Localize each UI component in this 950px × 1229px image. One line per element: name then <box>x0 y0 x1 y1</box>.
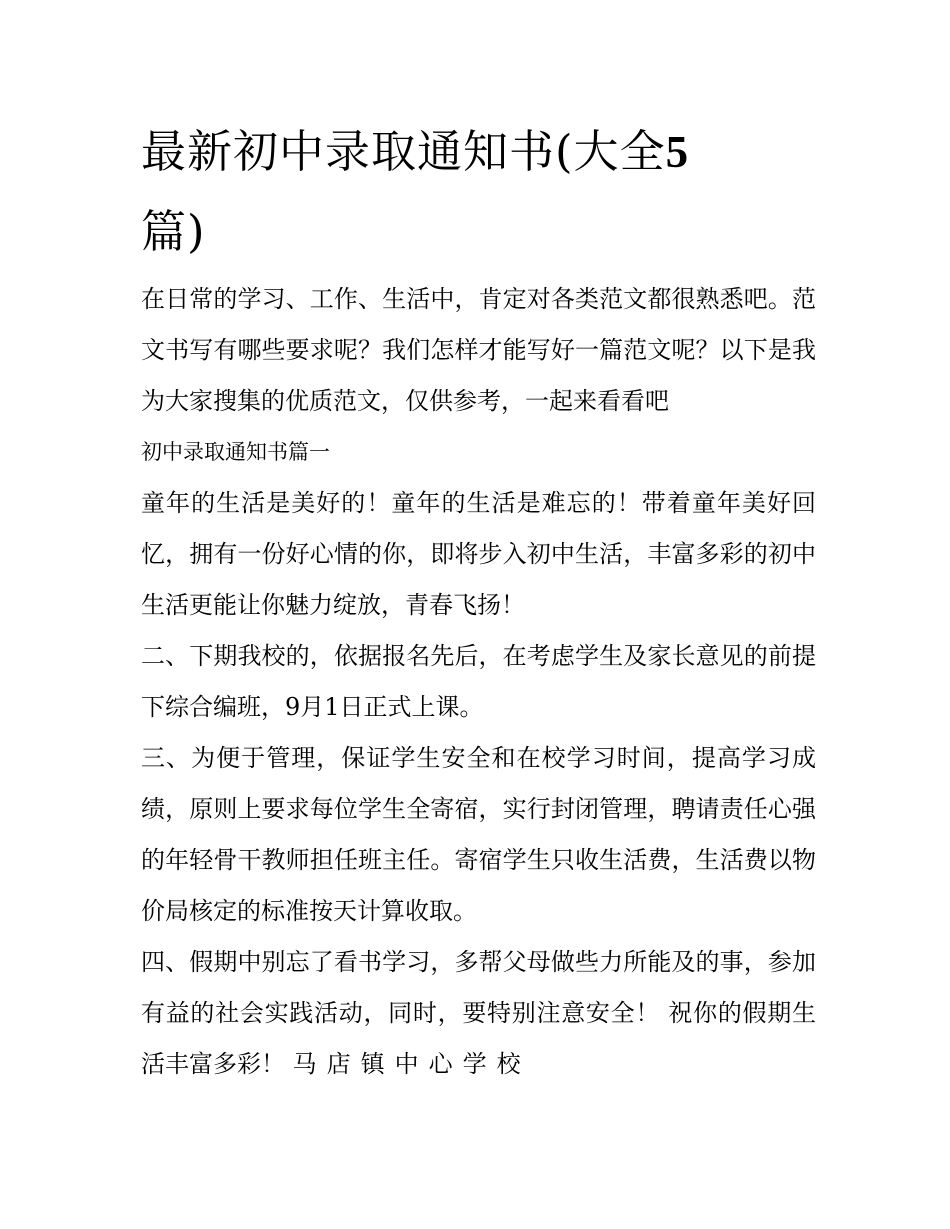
body-paragraph: 三、为便于管理，保证学生安全和在校学习时间，提高学习成绩，原则上要求每位学生全寄宿，实行封闭管理，聘请责任心强的年轻骨干教师担任班主任。寄宿学生只收生活费，生活费以物价局核定的标准按天计算收取。 <box>141 744 816 925</box>
closing-paragraph <box>141 937 816 1090</box>
section-heading: 初中录取通知书篇一 <box>141 440 330 464</box>
title-number: 5 <box>665 127 690 177</box>
document-title <box>141 112 816 272</box>
document-page <box>141 112 816 1090</box>
school-signature: 马店镇中心学校 <box>292 1050 531 1078</box>
closing-text: 四、假期中别忘了看书学习，多帮父母做些力所能及的事，参加有益的社会实践活动，同时，要特别注意安全！ 祝你的假期生活丰富多彩！ <box>141 948 816 1078</box>
title-main: 最新初中录取通知书(大全 <box>141 125 666 178</box>
intro-paragraph: 在日常的学习、工作、生活中，肯定对各类范文都很熟悉吧。范文书写有哪些要求呢？我们怎样才能写好一篇范文呢？以下是我为大家搜集的优质范文，仅供参考，一起来看看吧 <box>141 285 816 415</box>
body-paragraph: 二、下期我校的，依据报名先后，在考虑学生及家长意见的前提下综合编班，9月1日正式上课。 <box>141 642 816 721</box>
body-paragraph: 童年的生活是美好的！童年的生活是难忘的！带着童年美好回忆，拥有一份好心情的你，即将步入初中生活，丰富多彩的初中生活更能让你魅力绽放，青春飞扬！ <box>141 489 816 619</box>
title-end: 篇) <box>141 205 206 258</box>
